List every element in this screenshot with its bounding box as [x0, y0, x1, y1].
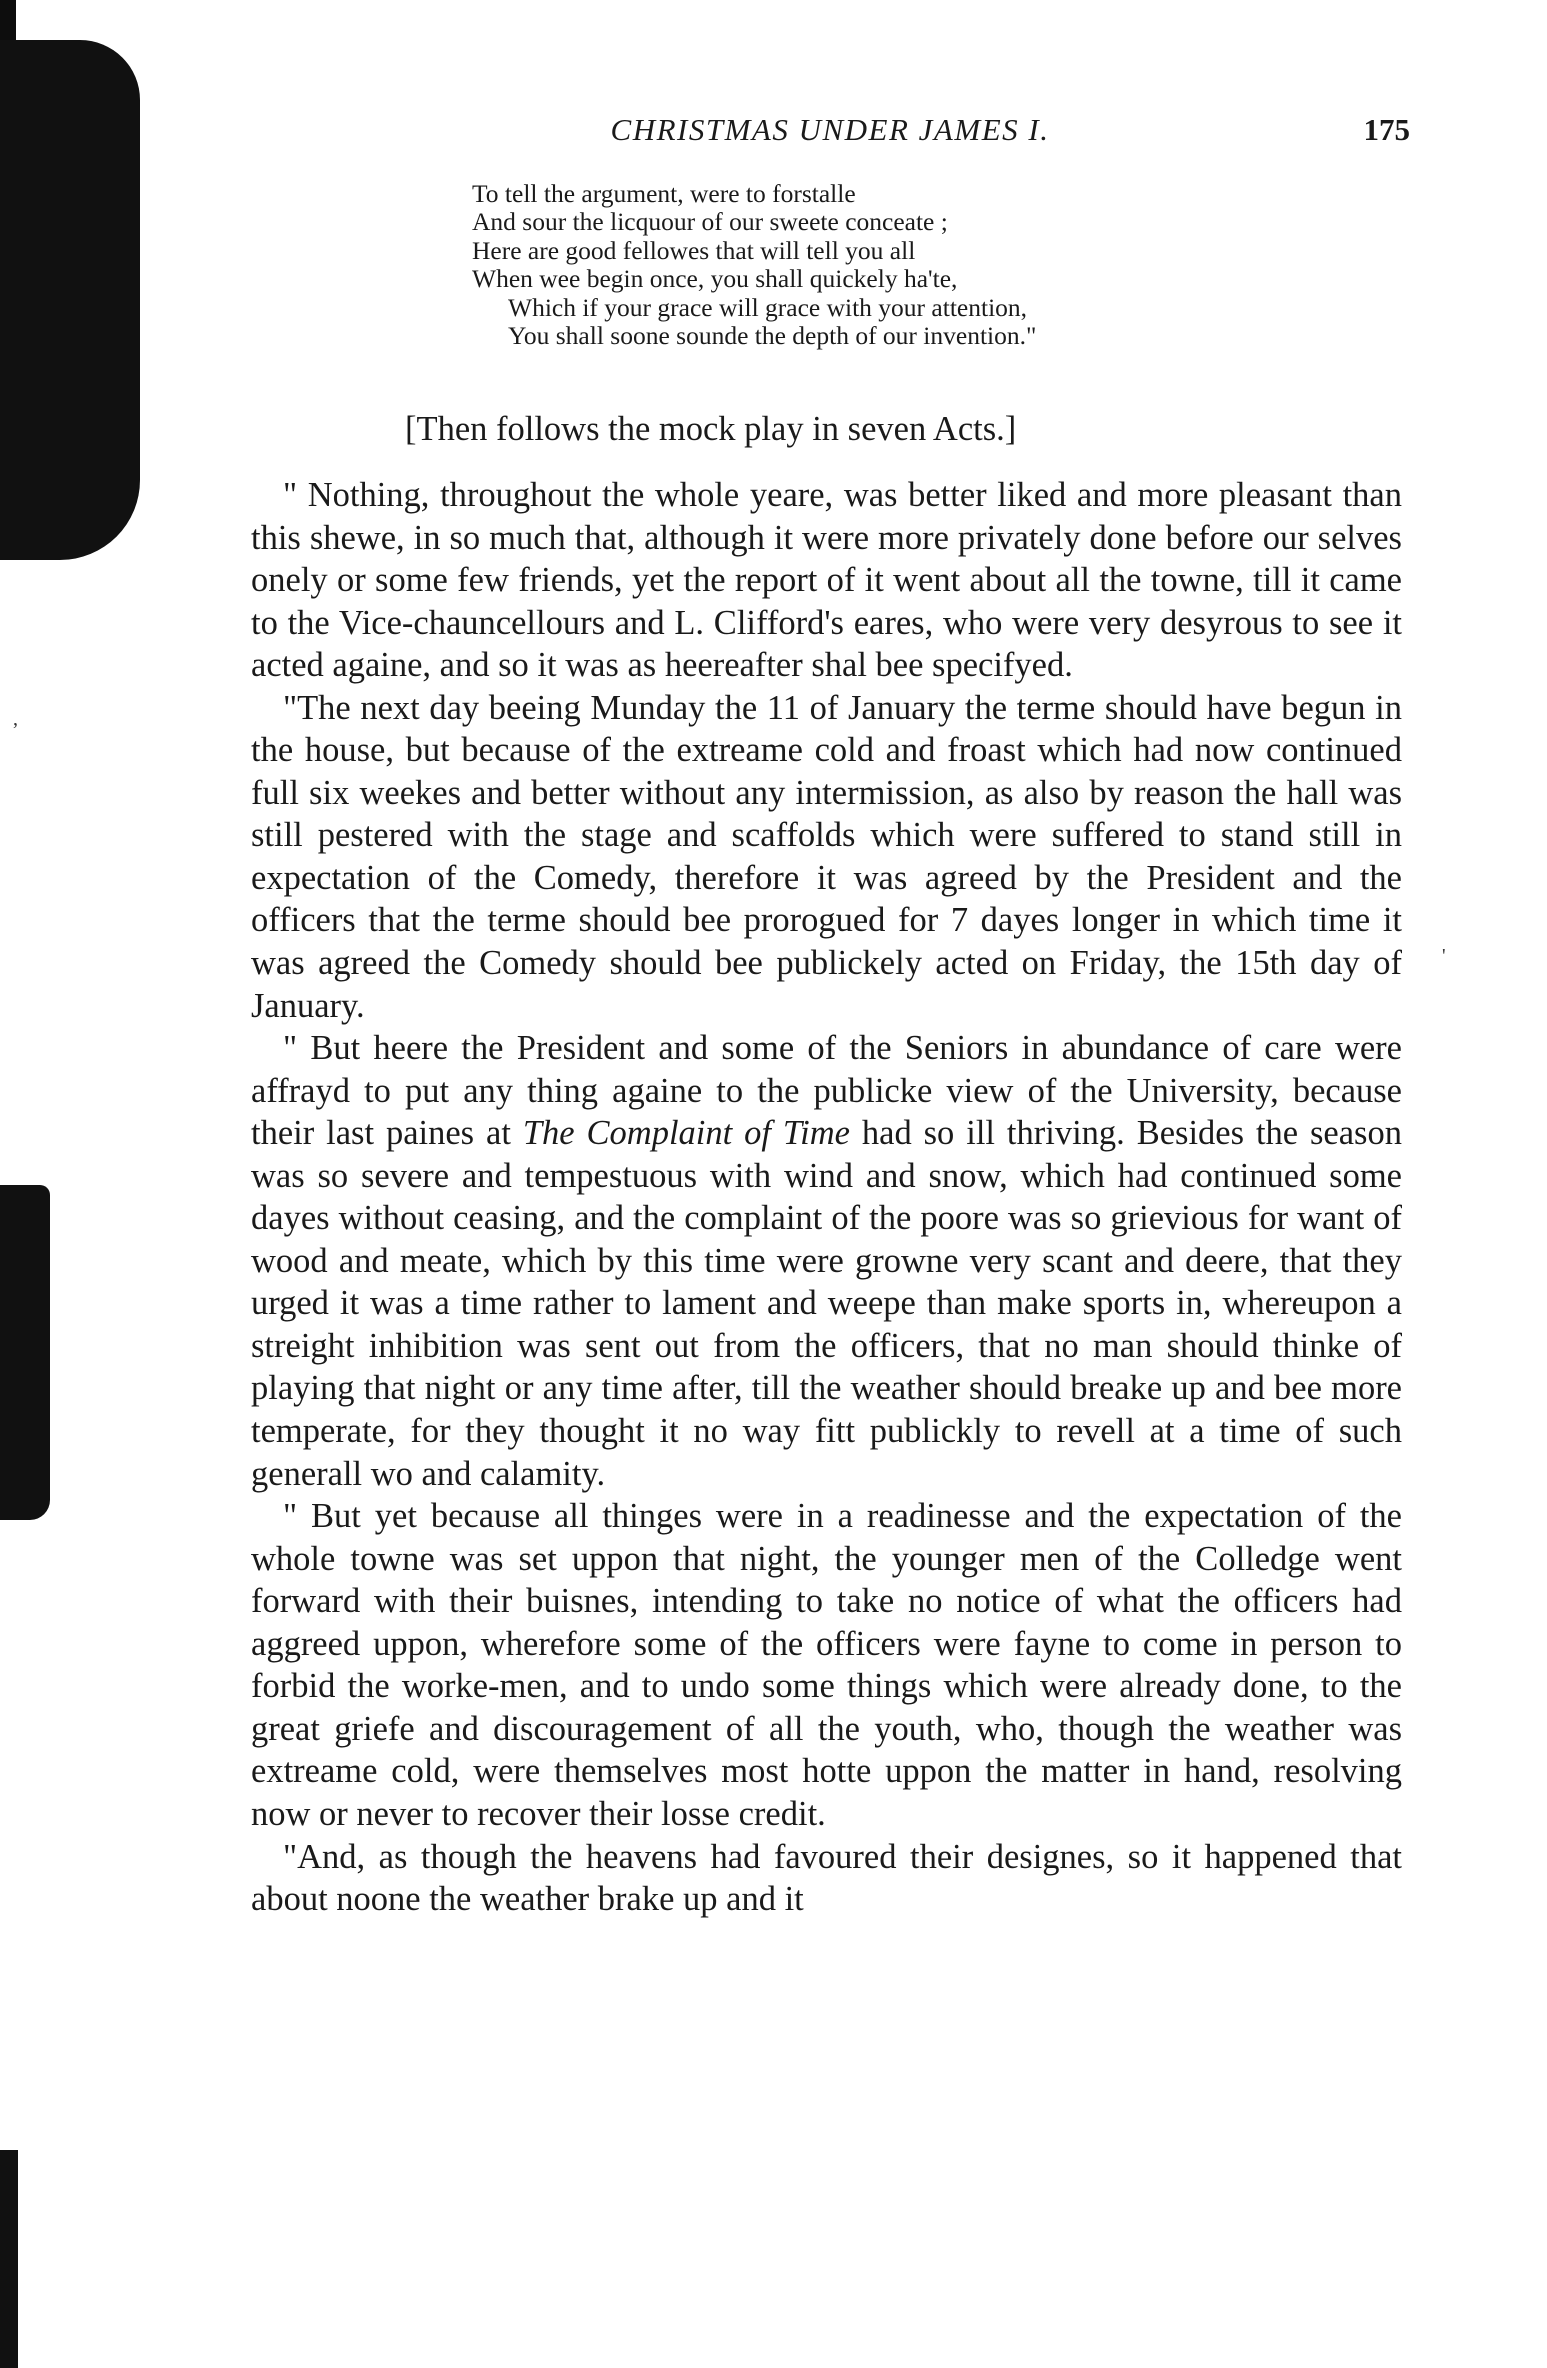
paragraph: "And, as though the heavens had favoured their designes, so it happened that about noone the weather brake up and it: [251, 1837, 1402, 1919]
stage-direction: [Then follows the mock play in seven Acts.]: [405, 410, 1017, 448]
paragraph-text: had so ill thriving. Besides the season was so severe and tempestuous with wind and snow, which had continued some dayes without ceasing, and the complaint of the poore was so grievious for want of wood and meate, which by this time were growne very scant and deere, that they urged it was a time rather to lament and weepe than make sports in, whereupon a streight inhibition was sent out from the officers, that no man should thinke of playing that night or any time after, till the weather should breake up and bee more temperate, for they thought it no way fitt publickly to revell at a time of such generall wo and calamity.: [251, 1114, 1402, 1493]
verse-line: Here are good fellowes that will tell you all: [472, 235, 916, 265]
verse-line: To tell the argument, were to forstalle: [472, 179, 856, 208]
paragraph: [251, 1027, 1402, 1495]
stray-mark-right: ': [1442, 945, 1446, 967]
paragraph-text: " But heere the President and some of the Seniors in abundance of care were affrayd to put any thing againe to the publicke view of the University, because their last paines at: [251, 1029, 1402, 1153]
body-text: [251, 474, 1402, 1921]
verse-line: And sour the licquour of our sweete conceate ;: [472, 207, 948, 237]
scan-shadow-top: [0, 40, 140, 560]
scan-shadow-bottom: [0, 2150, 18, 2368]
work-title: The Complaint of Time: [522, 1114, 850, 1153]
scan-shadow-middle: [0, 1185, 50, 1520]
stray-mark-left: ‚: [12, 708, 19, 730]
verse-block: [472, 180, 1352, 350]
page-header: [250, 112, 1410, 162]
verse-line: Which if your grace will grace with your attention,: [508, 292, 1028, 322]
verse-line: When wee begin once, you shall quickely ha'te,: [472, 264, 958, 294]
page-number: 175: [1363, 112, 1410, 147]
running-title: CHRISTMAS UNDER JAMES I.: [610, 112, 1050, 147]
verse-line: You shall soone sounde the depth of our invention.": [508, 321, 1037, 351]
paragraph: "The next day beeing Munday the 11 of January the terme should have begun in the house, but because of the extreame cold and froast which had now continued full six weekes and better without any intermission, as also by reason the hall was still pestered with the stage and scaffolds which were suffered to stand still in expectation of the Comedy, therefore it was agreed by the President and the officers that the terme should bee prorogued for 7 dayes longer in which time it was agreed the Comedy should bee publickely acted on Friday, the 15th day of January.: [251, 688, 1402, 1025]
paragraph: " Nothing, throughout the whole yeare, was better liked and more pleasant than this shewe, in so much that, although it were more privately done before our selves onely or some few friends, yet the report of it went about all the towne, till it came to the Vice-chauncellours and L. Clifford's eares, who were very desyrous to see it acted againe, and so it was as heereafter shal bee specifyed.: [251, 476, 1402, 685]
paragraph: " But yet because all thinges were in a readinesse and the expectation of the whole towne was set uppon that night, the younger men of the Colledge went forward with their buisnes, intending to take no notice of what the officers had aggreed uppon, wherefore some of the officers were fayne to come in person to forbid the worke-men, and to undo some things which were already done, to the great griefe and discouragement of all the youth, who, though the weather was extreame cold, were themselves most hotte uppon the matter in hand, resolving now or never to recover their losse credit.: [251, 1497, 1402, 1833]
